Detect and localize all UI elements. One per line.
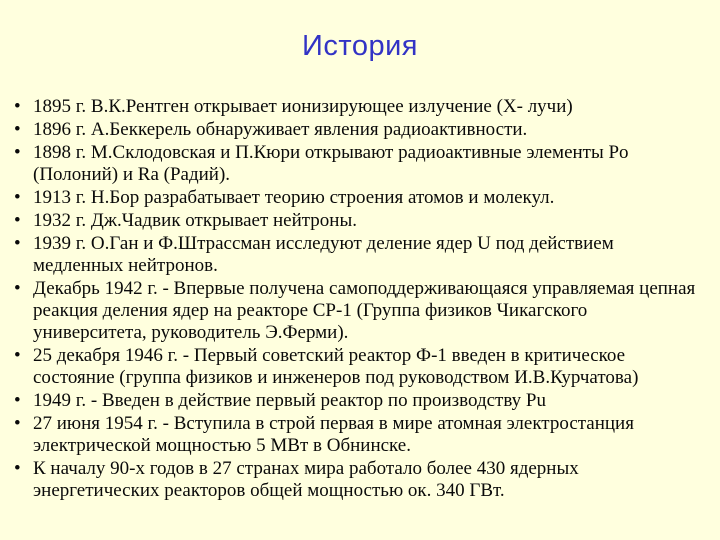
bullet-text: 1932 г. Дж.Чадвик открывает нейтроны.: [33, 210, 357, 231]
bullet-icon: •: [14, 96, 21, 117]
bullet-text: Декабрь 1942 г. - Впервые получена самоподдерживающаяся управляемая цепная реакция деления ядер на реакторе СР-1 (Группа физиков Чикагского университета, руководитель Э.Ферми).: [33, 278, 696, 343]
bullet-text: 27 июня 1954 г. - Вступила в строй первая в мире атомная электростанция электрической мощностью 5 МВт в Обнинске.: [33, 413, 634, 456]
bullet-text: 1939 г. О.Ган и Ф.Штрассман исследуют деление ядер U под действием медленных нейтронов.: [33, 233, 614, 276]
list-item: [0, 119, 702, 141]
bullet-text: 1898 г. М.Склодовская и П.Кюри открывают радиоактивные элементы Po (Полоний) и Ra (Радий).: [33, 142, 629, 185]
bullet-text: 1913 г. Н.Бор разрабатывает теорию строения атомов и молекул.: [33, 187, 555, 208]
bullet-icon: •: [14, 119, 21, 140]
list-item: [0, 233, 702, 277]
list-item: [0, 345, 702, 389]
slide-title: История: [302, 30, 418, 62]
bullet-icon: •: [14, 458, 21, 479]
list-item: [0, 278, 702, 344]
list-item: [0, 413, 702, 457]
bullet-text: 1896 г. А.Беккерель обнаруживает явления радиоактивности.: [33, 119, 528, 140]
bullet-text: К началу 90-х годов в 27 странах мира работало более 430 ядерных энергетических реакторов общей мощностью ок. 340 ГВт.: [33, 458, 579, 501]
bullet-list: [0, 96, 720, 502]
bullet-icon: •: [14, 233, 21, 254]
list-item: [0, 390, 702, 412]
bullet-icon: •: [14, 390, 21, 411]
list-item: [0, 142, 702, 186]
bullet-icon: •: [14, 187, 21, 208]
bullet-icon: •: [14, 278, 21, 299]
list-item: [0, 458, 702, 502]
bullet-text: 25 декабря 1946 г. - Первый советский реактор Ф-1 введен в критическое состояние (группа физиков и инженеров под руководством И.В.Курчатова): [33, 345, 639, 388]
list-item: [0, 187, 702, 209]
bullet-text: 1895 г. В.К.Рентген открывает ионизирующее излучение (X- лучи): [33, 96, 573, 117]
list-item: [0, 210, 702, 232]
bullet-icon: •: [14, 345, 21, 366]
bullet-icon: •: [14, 413, 21, 434]
list-item: [0, 96, 702, 118]
bullet-icon: •: [14, 142, 21, 163]
bullet-icon: •: [14, 210, 21, 231]
bullet-text: 1949 г. - Введен в действие первый реактор по производству Pu: [33, 390, 546, 411]
